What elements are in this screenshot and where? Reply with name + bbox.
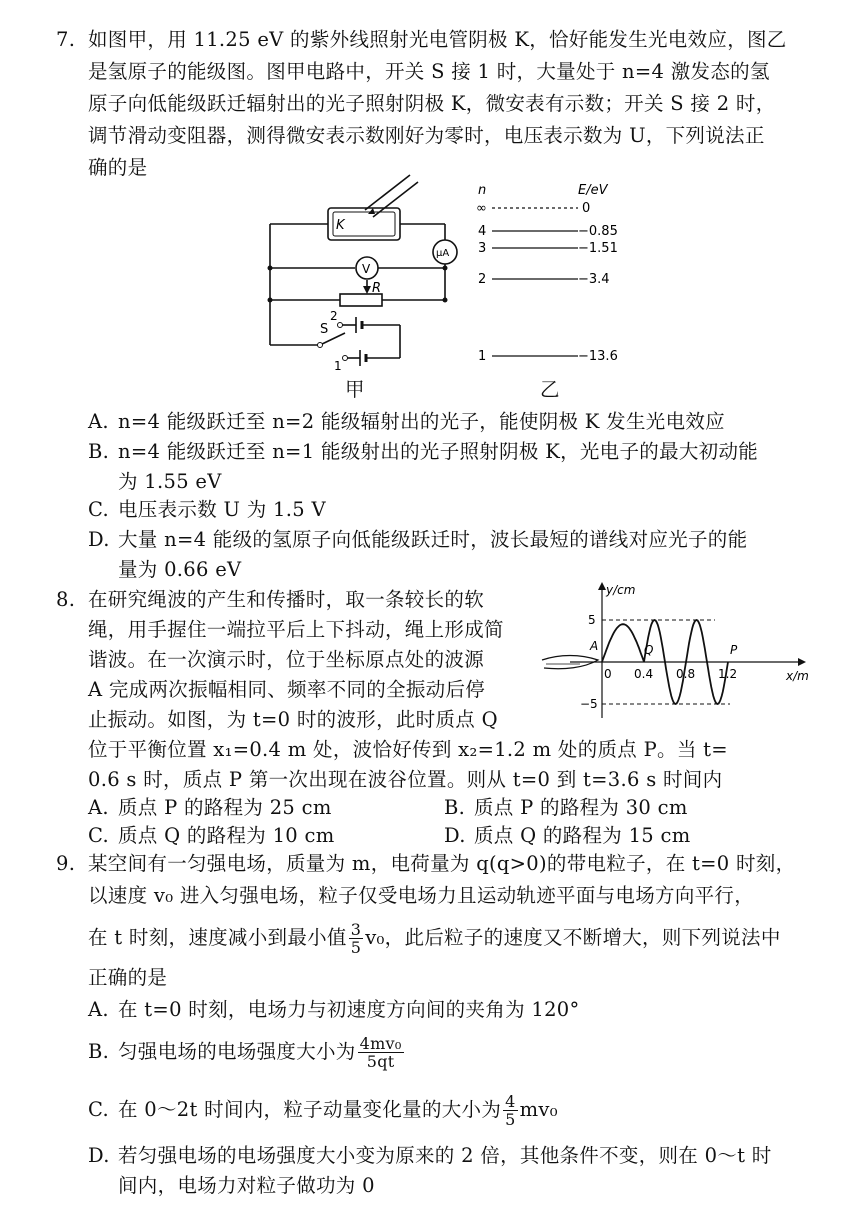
level-E-3: −1.51: [578, 241, 618, 256]
q8-line-4: A 完成两次振幅相同、频率不同的全振动后停: [88, 678, 486, 701]
label-E: E/eV: [578, 183, 608, 198]
graph-tick-1: 0.4: [634, 667, 654, 681]
q8-line-7: 0.6 s 时，质点 P 第一次出现在波谷位置。则从 t=0 到 t=3.6 s 时间内: [88, 768, 723, 791]
level-n-4: 4: [478, 224, 487, 239]
label-V: V: [362, 262, 371, 276]
q9-number: 9.: [56, 852, 76, 875]
q9-option-d: D. 若匀强电场的电场强度大小变为原来的 2 倍，其他条件不变，则在 0～t 时: [88, 1144, 772, 1167]
level-E-2: −3.4: [578, 272, 610, 287]
q9-option-b: B. 匀强电场的电场强度大小为 $\frac{\text{4mv₀}}{5qt}$: [88, 1034, 402, 1071]
q7-option-a: A. n=4 能级跃迁至 n=2 能级辐射出的光子，能使阴极 K 发生光电效应: [88, 410, 725, 433]
q8-line-2: 绳，用手握住一端拉平后上下抖动，绳上形成简: [88, 618, 504, 641]
q8-number: 8.: [56, 588, 76, 611]
graph-y-label: y/cm: [606, 583, 636, 597]
q7-option-d-cont: 量为 0.66 eV: [118, 558, 242, 581]
label-S: S: [320, 322, 329, 337]
level-E-1: −13.6: [578, 349, 618, 364]
q8-option-d: D. 质点 Q 的路程为 15 cm: [444, 824, 691, 847]
q7-line-3: 原子向低能级跃迁辐射出的光子照射阴极 K，微安表有示数；开关 S 接 2 时，: [88, 92, 776, 115]
level-E-4: −0.85: [578, 224, 618, 239]
graph-point-P: P: [730, 643, 738, 657]
graph-y-top: 5: [588, 613, 596, 627]
q7-line-4: 调节滑动变阻器，测得微安表示数刚好为零时，电压表示数为 U，下列说法正: [88, 124, 765, 147]
q9-line-1: 某空间有一匀强电场，质量为 m，电荷量为 q(q>0)的带电粒子，在 t=0 时刻，: [88, 852, 796, 875]
q7-option-b-cont: 为 1.55 eV: [118, 470, 222, 493]
level-n-1: 1: [478, 349, 487, 364]
label-1: 1: [334, 359, 342, 373]
q8-line-5: 止振动。如图，为 t=0 时的波形，此时质点 Q: [88, 708, 498, 731]
q9-option-a: A. 在 t=0 时刻，电场力与初速度方向间的夹角为 120°: [88, 998, 580, 1021]
fraction-4-5: $\frac{4}{5}$: [505, 1092, 516, 1129]
label-uA: μA: [436, 248, 450, 259]
graph-x-label: x/m: [786, 669, 809, 683]
graph-y-bottom: −5: [580, 697, 598, 711]
caption-jia: 甲: [345, 378, 365, 401]
level-n-3: 3: [478, 241, 487, 256]
q8-option-b: B. 质点 P 的路程为 30 cm: [444, 796, 688, 819]
graph-point-Q: Q: [644, 643, 654, 657]
label-R: R: [372, 281, 382, 296]
q9-option-c: C. 在 0～2t 时间内，粒子动量变化量的大小为 $\frac{4}{5}$ mv₀: [88, 1092, 558, 1129]
q8-line-6: 位于平衡位置 x₁=0.4 m 处，波恰好传到 x₂=1.2 m 处的质点 P。当 t=: [88, 738, 728, 761]
q9-option-d-cont: 间内，电场力对粒子做功为 0: [118, 1174, 375, 1197]
circuit-diagram: [260, 170, 460, 400]
fraction-3-5: $\frac{3}{5}$: [350, 920, 362, 957]
q8-option-c: C. 质点 Q 的路程为 10 cm: [88, 824, 335, 847]
q7-line-1: 如图甲，用 11.25 eV 的紫外线照射光电管阴极 K，恰好能发生光电效应，图乙: [88, 28, 787, 51]
q8-line-3: 谐波。在一次演示时，位于坐标原点处的波源: [88, 648, 485, 671]
q8-option-a: A. 质点 P 的路程为 25 cm: [88, 796, 332, 819]
q9-line-3: 在 t 时刻，速度减小到最小值 $\frac{3}{5}$ v₀，此后粒子的速度又不断增大，则下列说法中: [88, 920, 781, 957]
label-2: 2: [330, 309, 338, 323]
q7-option-d: D. 大量 n=4 能级的氢原子向低能级跃迁时，波长最短的谱线对应光子的能: [88, 528, 748, 551]
level-n-inf: ∞: [476, 201, 487, 216]
level-n-2: 2: [478, 272, 487, 287]
q7-option-b: B. n=4 能级跃迁至 n=1 能级射出的光子照射阴极 K，光电子的最大初动能: [88, 440, 759, 463]
fraction-field-strength: $\frac{\text{4mv₀}}{5qt}$: [359, 1034, 402, 1071]
level-E-inf: 0: [582, 201, 591, 216]
q9-line-2: 以速度 v₀ 进入匀强电场，粒子仅受电场力且运动轨迹平面与电场方向平行，: [88, 884, 755, 907]
q7-number: 7.: [56, 28, 76, 51]
wave-graph: [540, 578, 820, 728]
q9-line-4: 正确的是: [88, 966, 168, 989]
graph-point-A: A: [590, 639, 599, 653]
caption-yi: 乙: [540, 378, 560, 401]
q7-option-c: C. 电压表示数 U 为 1.5 V: [88, 498, 326, 521]
label-K: K: [336, 218, 345, 233]
q7-line-2: 是氢原子的能级图。图甲电路中，开关 S 接 1 时，大量处于 n=4 激发态的氢: [88, 60, 770, 83]
q7-line-5: 确的是: [88, 156, 148, 179]
label-n: n: [478, 183, 487, 198]
energy-level-diagram: [470, 180, 640, 370]
q8-line-1: 在研究绳波的产生和传播时，取一条较长的软: [88, 588, 485, 611]
graph-tick-2: 0.8: [676, 667, 696, 681]
graph-tick-3: 1.2: [718, 667, 738, 681]
graph-origin: 0: [604, 667, 612, 681]
